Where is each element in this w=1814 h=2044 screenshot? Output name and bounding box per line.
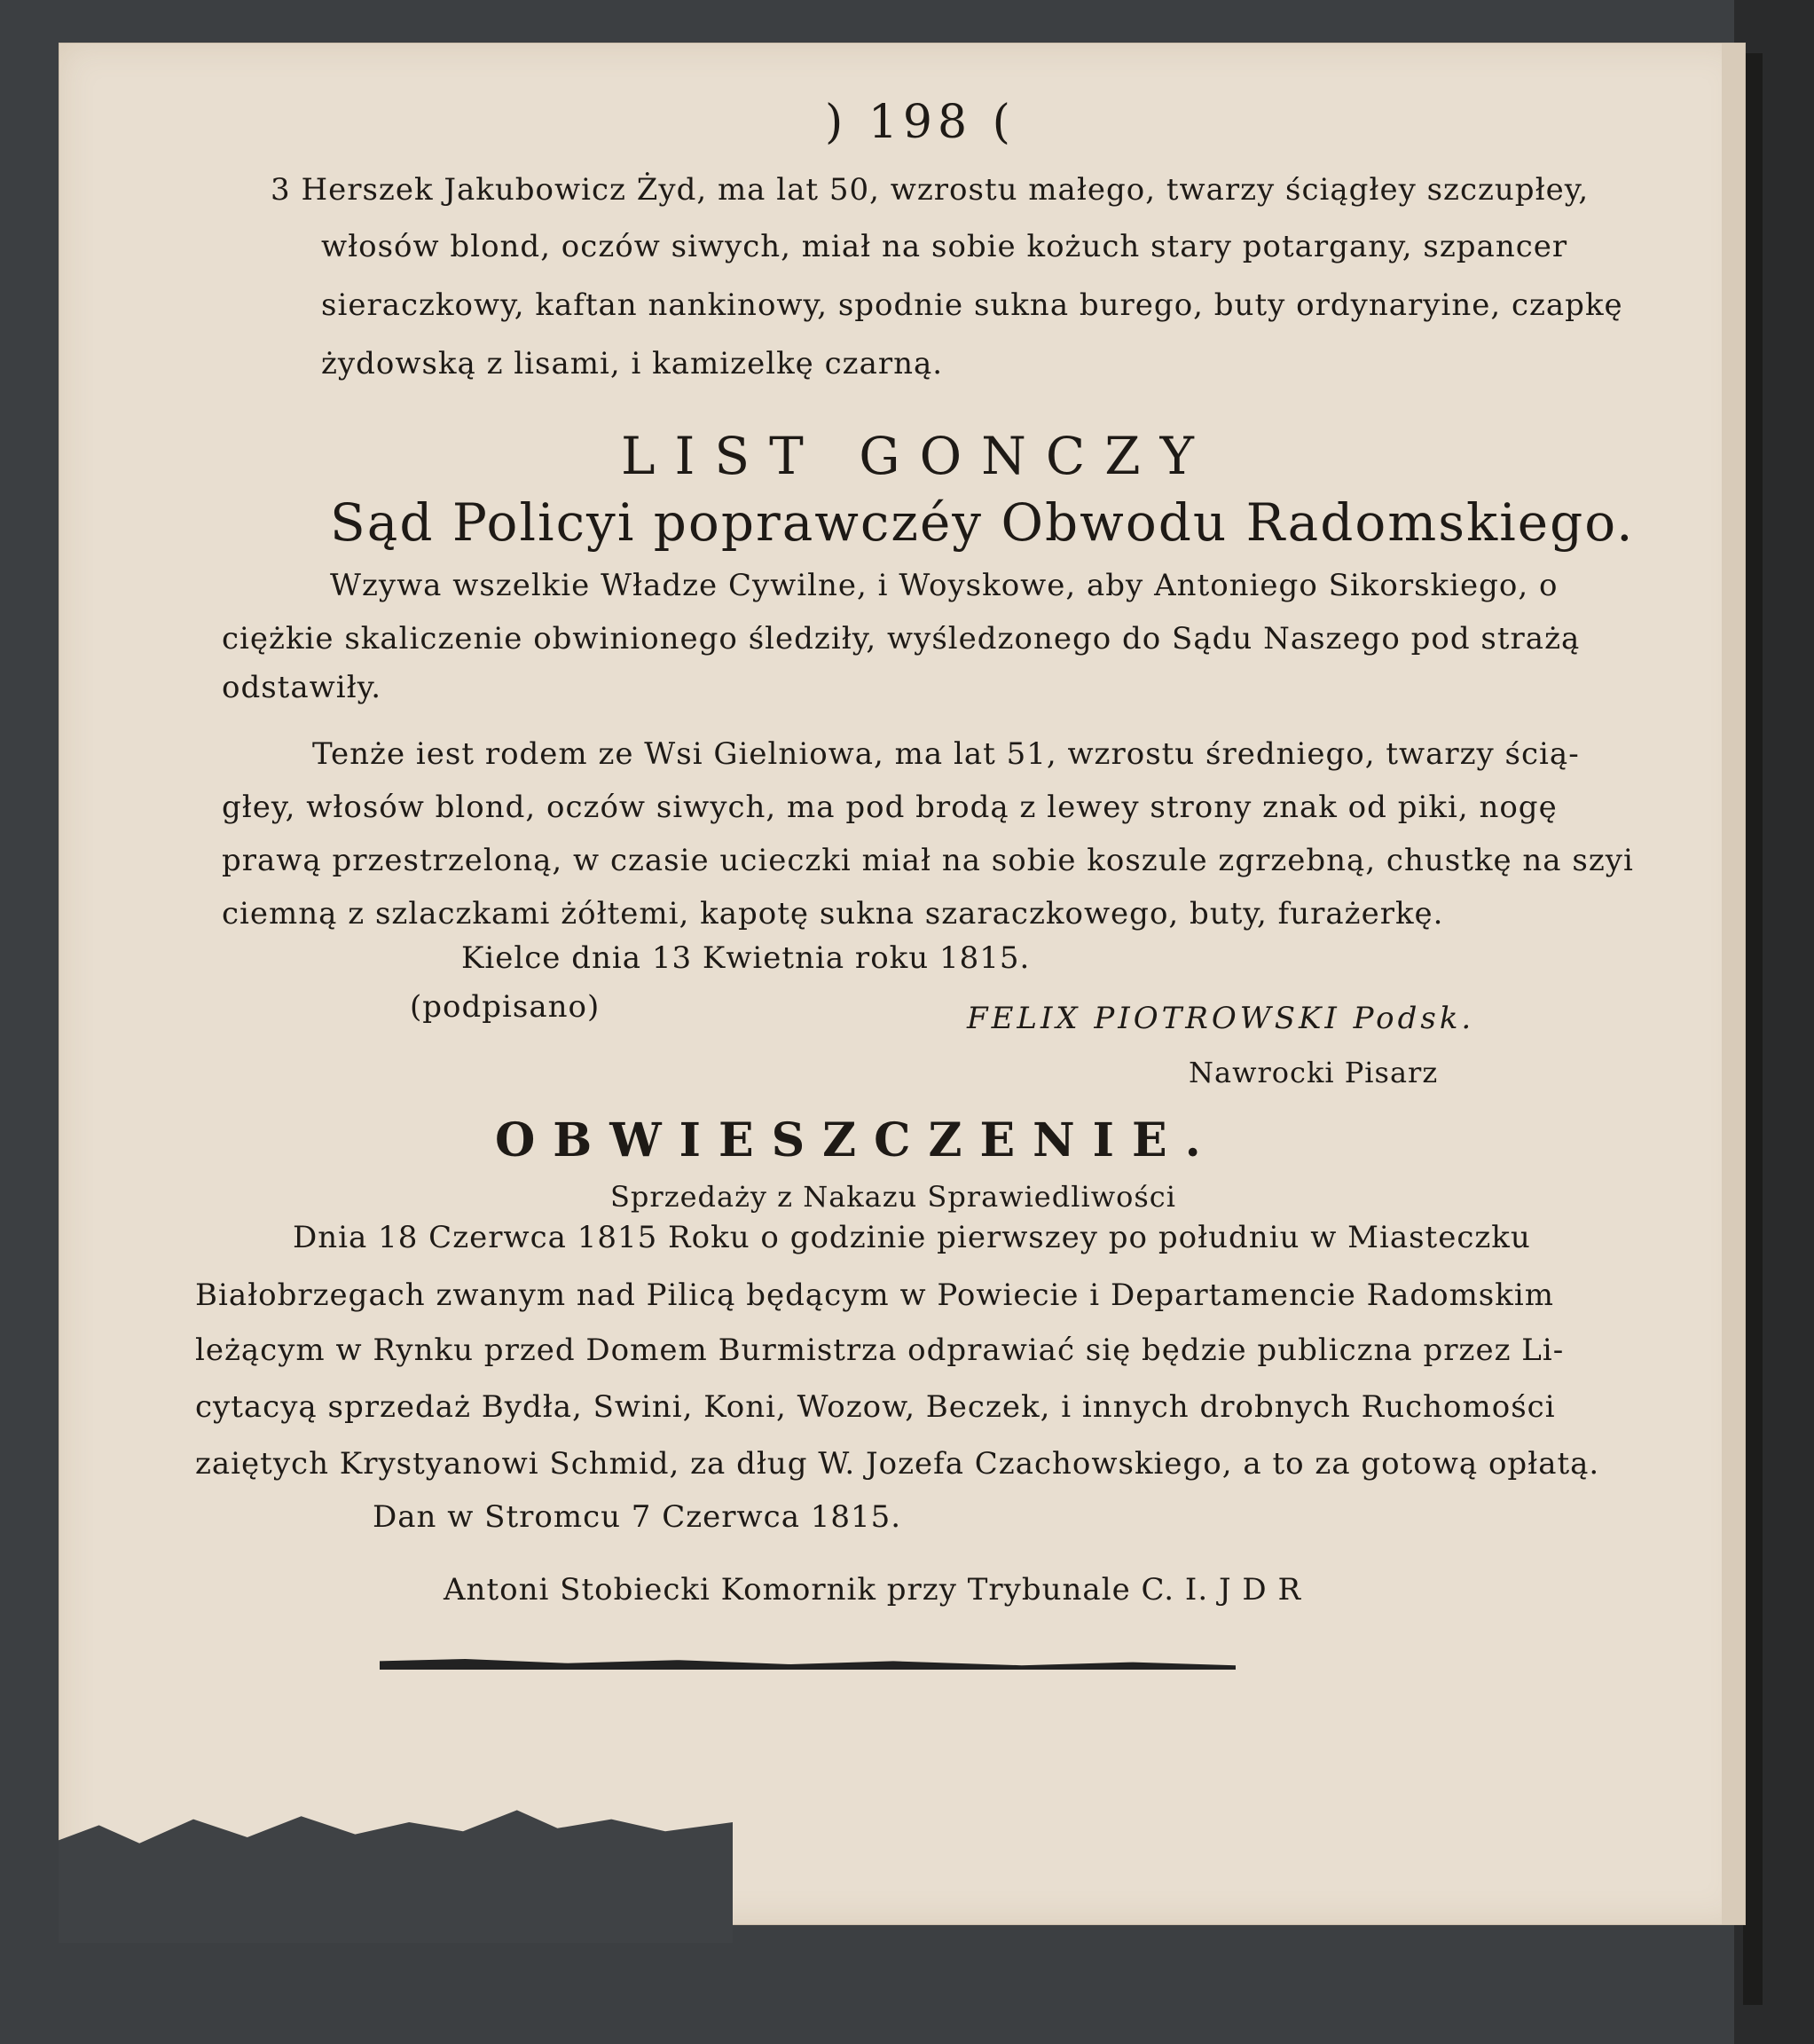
summons-line-3: odstawiły. bbox=[222, 670, 382, 705]
description-line-4: ciemną z szlaczkami żółtemi, kapotę sukna szaraczkowego, buty, furażerkę. bbox=[222, 896, 1444, 932]
clerk-name: Nawrocki Pisarz bbox=[1189, 1056, 1439, 1089]
notice-line-2: Białobrzegach zwanym nad Pilicą będącym w Powiecie i Departamencie Radomskim bbox=[195, 1278, 1554, 1313]
bailiff-line: Antoni Stobiecki Komornik przy Trybunale C. I. J D R bbox=[444, 1572, 1302, 1608]
entry-1-line-2: włosów blond, oczów siwych, miał na sobie kożuch stary potargany, szpancer bbox=[321, 229, 1568, 264]
notice-line-4: cytacyą sprzedaż Bydła, Swini, Koni, Wozow, Beczek, i innych drobnych Ruchomości bbox=[195, 1389, 1556, 1425]
obwieszczenie-title: OBWIESZCZENIE. bbox=[495, 1113, 1219, 1167]
notice-line-5: zaiętych Krystyanowi Schmid, za dług W. Jozefa Czachowskiego, a to za gotową opłatą. bbox=[195, 1446, 1600, 1482]
list-date-line: Kielce dnia 13 Kwietnia roku 1815. bbox=[461, 940, 1031, 976]
entry-1-line-3: sieraczkowy, kaftan nankinowy, spodnie sukna burego, buty ordynaryine, czapkę bbox=[321, 287, 1623, 323]
page-number: ) 198 ( bbox=[825, 96, 1016, 149]
court-title: Sąd Policyi poprawczéy Obwodu Radomskiego. bbox=[330, 492, 1635, 553]
summons-line-1: Wzywa wszelkie Władze Cywilne, i Woyskowe, aby Antoniego Sikorskiego, o bbox=[330, 568, 1559, 603]
book-spine-shadow bbox=[1743, 53, 1763, 2005]
description-line-1: Tenże iest rodem ze Wsi Gielniowa, ma lat 51, wzrostu średniego, twarzy ścią- bbox=[312, 736, 1580, 772]
signatory-name: FELIX PIOTROWSKI Podsk. bbox=[967, 1001, 1475, 1036]
obwieszczenie-subtitle: Sprzedaży z Nakazu Sprawiedliwości bbox=[610, 1180, 1176, 1214]
notice-line-3: leżącym w Rynku przed Domem Burmistrza odprawiać się będzie publiczna przez Li- bbox=[195, 1333, 1565, 1368]
summons-line-2: ciężkie skaliczenie obwinionego śledziły, wyśledzonego do Sądu Naszego pod strażą bbox=[222, 621, 1581, 656]
document-page bbox=[59, 43, 1746, 1925]
entry-1-line-1: 3 Herszek Jakubowicz Żyd, ma lat 50, wzrostu małego, twarzy ściągłey szczupłey, bbox=[271, 172, 1590, 208]
description-line-3: prawą przestrzeloną, w czasie ucieczki miał na sobie koszule zgrzebną, chustkę na szyi bbox=[222, 843, 1634, 878]
list-gonczy-title: LIST GONCZY bbox=[621, 426, 1213, 486]
signed-label: (podpisano) bbox=[410, 989, 601, 1025]
entry-1-line-4: żydowską z lisami, i kamizelkę czarną. bbox=[321, 346, 944, 381]
notice-date-line: Dan w Stromcu 7 Czerwca 1815. bbox=[373, 1499, 902, 1535]
page-edge bbox=[1722, 43, 1745, 1924]
notice-line-1: Dnia 18 Czerwca 1815 Roku o godzinie pierwszey po południu w Miasteczku bbox=[293, 1220, 1531, 1255]
description-line-2: głey, włosów blond, oczów siwych, ma pod brodą z lewey strony znak od piki, nogę bbox=[222, 790, 1558, 825]
